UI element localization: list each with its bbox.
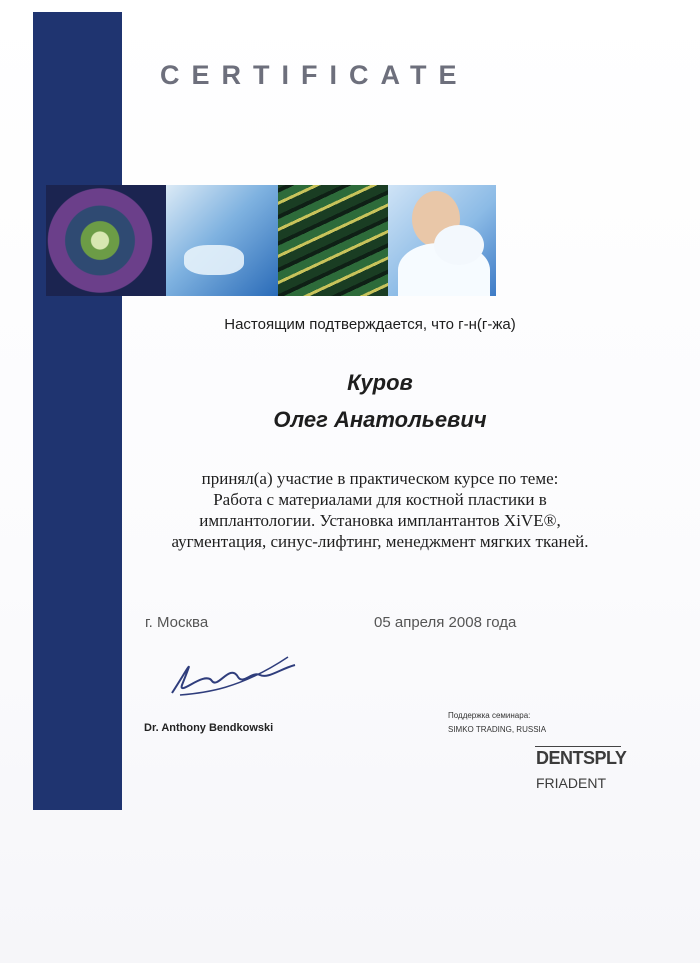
signer-name: Dr. Anthony Bendkowski bbox=[144, 722, 274, 734]
city: г. Москва bbox=[145, 614, 209, 631]
glove-shape bbox=[184, 245, 244, 275]
course-description bbox=[160, 468, 600, 552]
dentsply-logo: DENTSPLY bbox=[536, 748, 627, 768]
lab-hands-image bbox=[166, 185, 278, 296]
course-line: аугментация, синус-лифтинг, менеджмент мягких тканей. bbox=[171, 532, 589, 551]
blue-side-bar bbox=[33, 12, 122, 810]
friadent-logo: FRIADENT bbox=[536, 775, 606, 791]
support-label: Поддержка семинара: bbox=[448, 711, 531, 720]
doctor-image bbox=[388, 185, 496, 296]
photo-strip bbox=[46, 185, 496, 296]
signature bbox=[160, 645, 310, 705]
certificate-title: CERTIFICATE bbox=[160, 60, 469, 90]
implant-thread-image bbox=[278, 185, 388, 296]
course-line: принял(а) участие в практическом курсе по теме: bbox=[201, 469, 559, 488]
confirmation-line: Настоящим подтверждается, что г-н(г-жа) bbox=[224, 316, 516, 333]
logo-divider bbox=[535, 746, 621, 747]
doctor-hand bbox=[434, 225, 484, 265]
date: 05 апреля 2008 года bbox=[374, 614, 517, 631]
bone-microscopy-image bbox=[46, 185, 166, 296]
recipient-given-names: Олег Анатольевич bbox=[273, 407, 487, 432]
course-line: имплантологии. Установка имплантантов XiVE®, bbox=[199, 511, 561, 530]
course-line: Работа с материалами для костной пластики в bbox=[213, 490, 547, 509]
sponsor-name: SIMKO TRADING, RUSSIA bbox=[448, 725, 547, 734]
recipient-surname: Куров bbox=[347, 370, 413, 395]
